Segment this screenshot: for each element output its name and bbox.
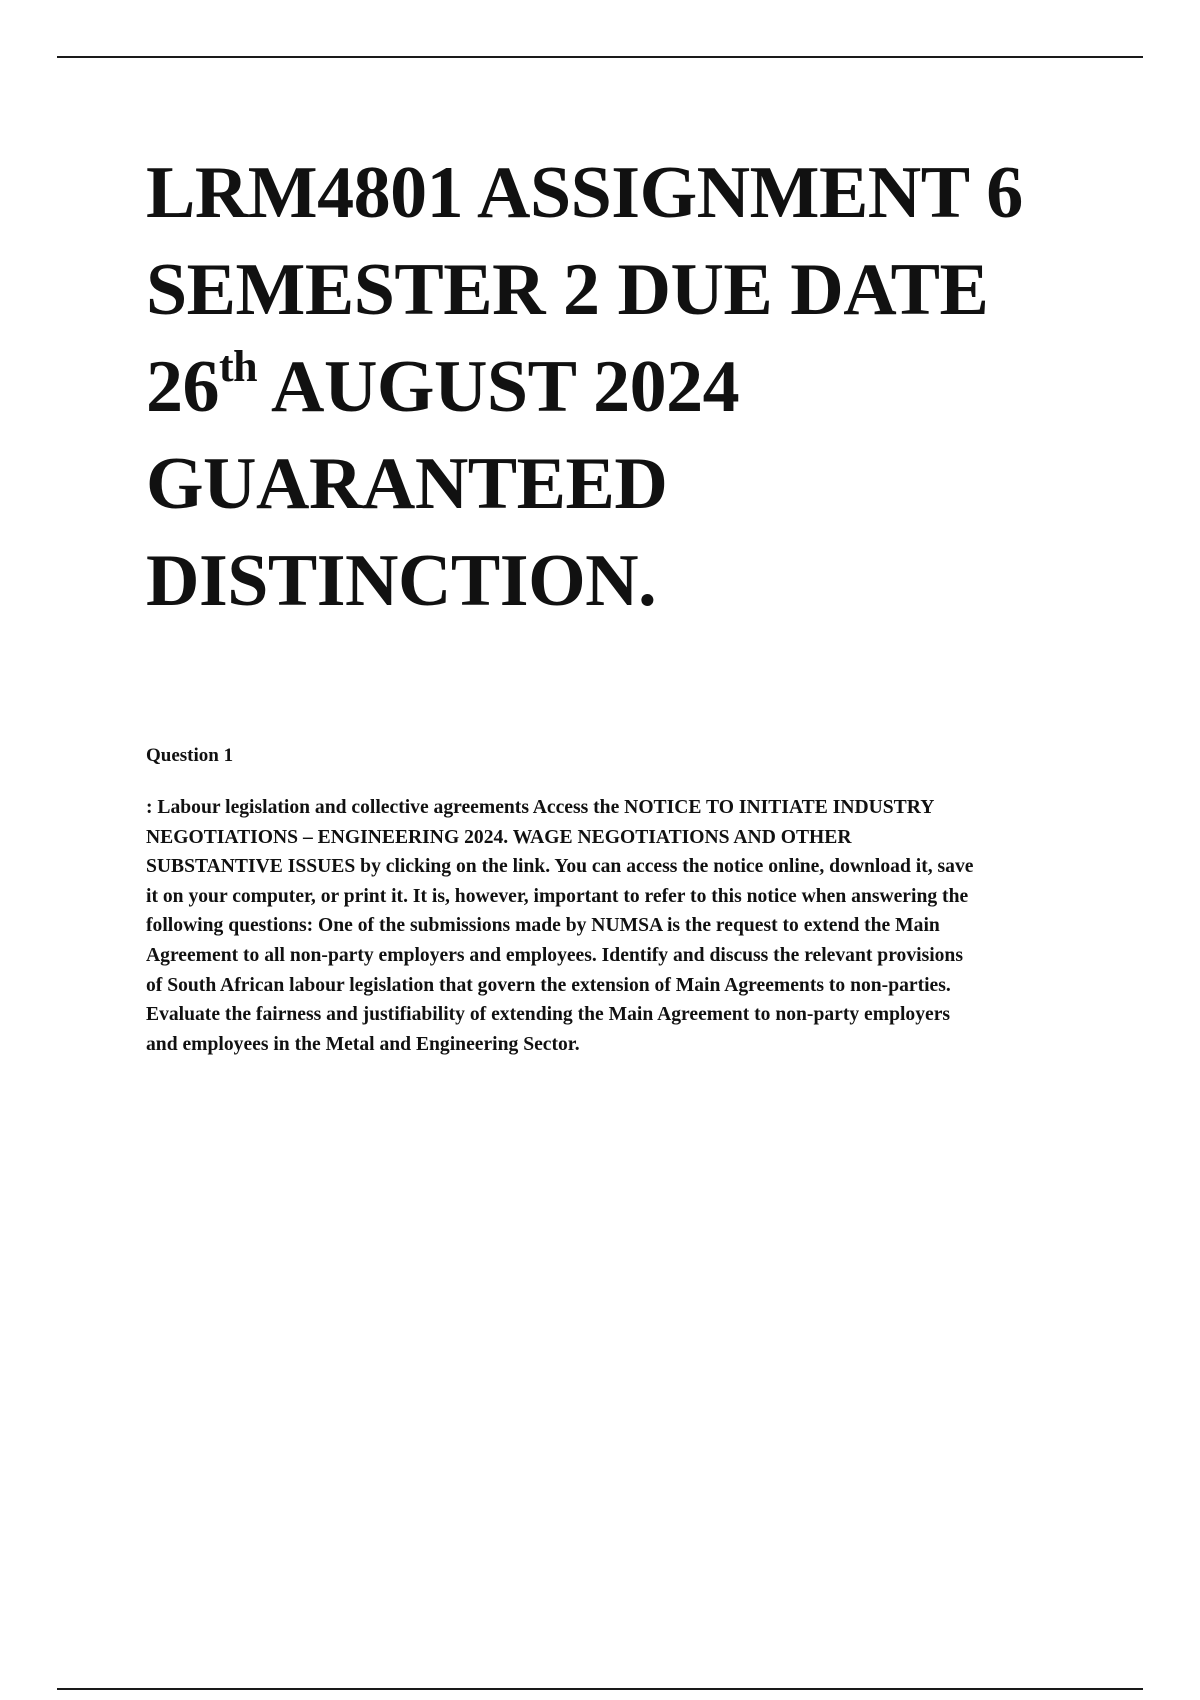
question-body-line: it on your computer, or print it. It is, however, important to refer to this notice when answering the	[146, 885, 969, 907]
question-body-line: of South African labour legislation that govern the extension of Main Agreements to non-parties.	[146, 974, 951, 996]
title-line-2: SEMESTER 2 DUE DATE	[146, 249, 989, 331]
top-divider	[57, 56, 1143, 58]
question-label: Question 1	[146, 745, 234, 766]
question-body-line: NEGOTIATIONS – ENGINEERING 2024. WAGE NEGOTIATIONS AND OTHER	[146, 826, 852, 848]
question-body-line: and employees in the Metal and Engineering Sector.	[146, 1033, 580, 1055]
due-month-year: AUGUST 2024	[257, 346, 740, 428]
question-body	[146, 793, 1091, 1059]
title-line-4: GUARANTEED	[146, 443, 668, 525]
question-body-line: : Labour legislation and collective agreements Access the NOTICE TO INITIATE INDUSTRY	[146, 797, 935, 818]
document-title	[146, 145, 1106, 630]
title-line-1: LRM4801 ASSIGNMENT 6	[146, 152, 1023, 234]
title-line-5: DISTINCTION.	[146, 540, 657, 622]
bottom-divider	[57, 1688, 1143, 1690]
question-body-line: following questions: One of the submissions made by NUMSA is the request to extend the Main	[146, 915, 940, 937]
question-body-line: Agreement to all non-party employers and employees. Identify and discuss the relevant provisions	[146, 944, 963, 966]
title-line-3	[146, 339, 1106, 436]
question-body-line: SUBSTANTIVE ISSUES by clicking on the link. You can access the notice online, download it, save	[146, 856, 974, 878]
due-day: 26	[146, 346, 219, 428]
due-day-suffix: th	[219, 342, 258, 392]
question-body-line: Evaluate the fairness and justifiability of extending the Main Agreement to non-party employers	[146, 1004, 951, 1026]
